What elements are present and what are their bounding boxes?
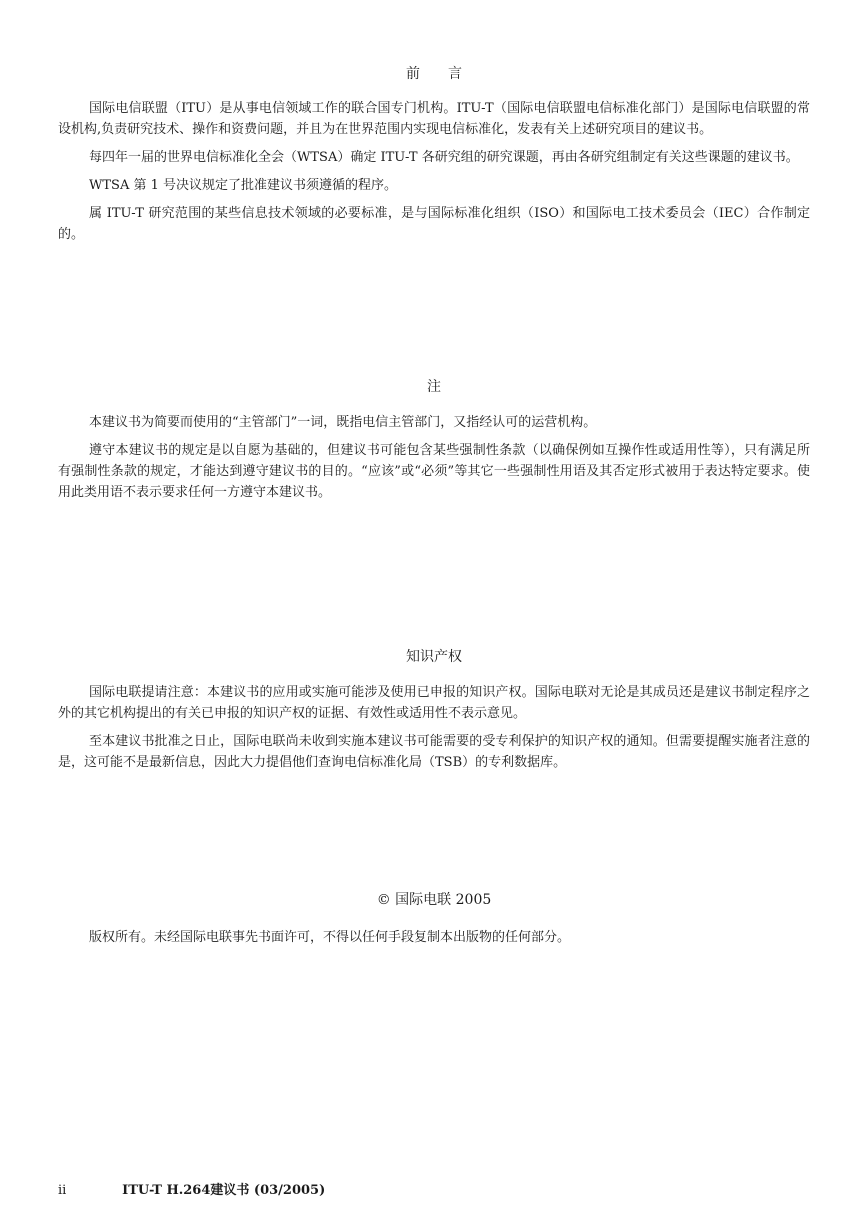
note-title: 注 <box>427 379 441 395</box>
foreword-paragraph: 国际电信联盟（ITU）是从事电信领域工作的联合国专门机构。ITU-T（国际电信联盟电信标准化部门）是国际电信联盟的常设机构,负责研究技术、操作和资费问题，并且为在世界范围内实现电信标准化，发表有关上述研究项目的建议书。 <box>58 101 810 137</box>
ipr-title: 知识产权 <box>406 649 462 665</box>
foreword-paragraph: 属 ITU-T 研究范围的某些信息技术领域的必要标准，是与国际标准化组织（ISO）和国际电工技术委员会（IEC）合作制定的。 <box>58 206 810 242</box>
ipr-paragraph: 国际电联提请注意：本建议书的应用或实施可能涉及使用已申报的知识产权。国际电联对无论是其成员还是建议书制定程序之外的其它机构提出的有关已申报的知识产权的证据、有效性或适用性不表示意见。 <box>58 685 810 721</box>
foreword-title: 前 言 <box>406 66 462 82</box>
note-section <box>58 412 810 510</box>
foreword-paragraph: WTSA 第 1 号决议规定了批准建议书须遵循的程序。 <box>89 178 397 193</box>
document-reference: ITU-T H.264建议书 (03/2005) <box>122 1183 326 1198</box>
note-paragraph: 遵守本建议书的规定是以自愿为基础的，但建议书可能包含某些强制性条款（以确保例如互操作性或适用性等），只有满足所有强制性条款的规定，才能达到遵守建议书的目的。“应该”或“必须”等其它一些强制性用语及其否定形式被用于表达特定要求。使用此类用语不表示要求任何一方遵守本建议书。 <box>58 443 810 500</box>
copyright-title: © 国际电联 2005 <box>376 892 492 908</box>
copyright-section <box>58 927 810 955</box>
foreword-section <box>58 98 810 252</box>
ipr-paragraph: 至本建议书批准之日止，国际电联尚未收到实施本建议书可能需要的受专利保护的知识产权的通知。但需要提醒实施者注意的是，这可能不是最新信息，因此大力提倡他们查询电信标准化局（TSB）的专利数据库。 <box>58 734 810 770</box>
note-paragraph: 本建议书为简要而使用的“主管部门”一词，既指电信主管部门，又指经认可的运营机构。 <box>89 415 597 430</box>
copyright-paragraph: 版权所有。未经国际电联事先书面许可，不得以任何手段复制本出版物的任何部分。 <box>89 930 571 945</box>
page-number: ii <box>58 1183 67 1198</box>
ipr-section <box>58 682 810 780</box>
page-footer <box>58 1182 325 1200</box>
foreword-paragraph: 每四年一届的世界电信标准化全会（WTSA）确定 ITU-T 各研究组的研究课题，再由各研究组制定有关这些课题的建议书。 <box>89 150 799 165</box>
